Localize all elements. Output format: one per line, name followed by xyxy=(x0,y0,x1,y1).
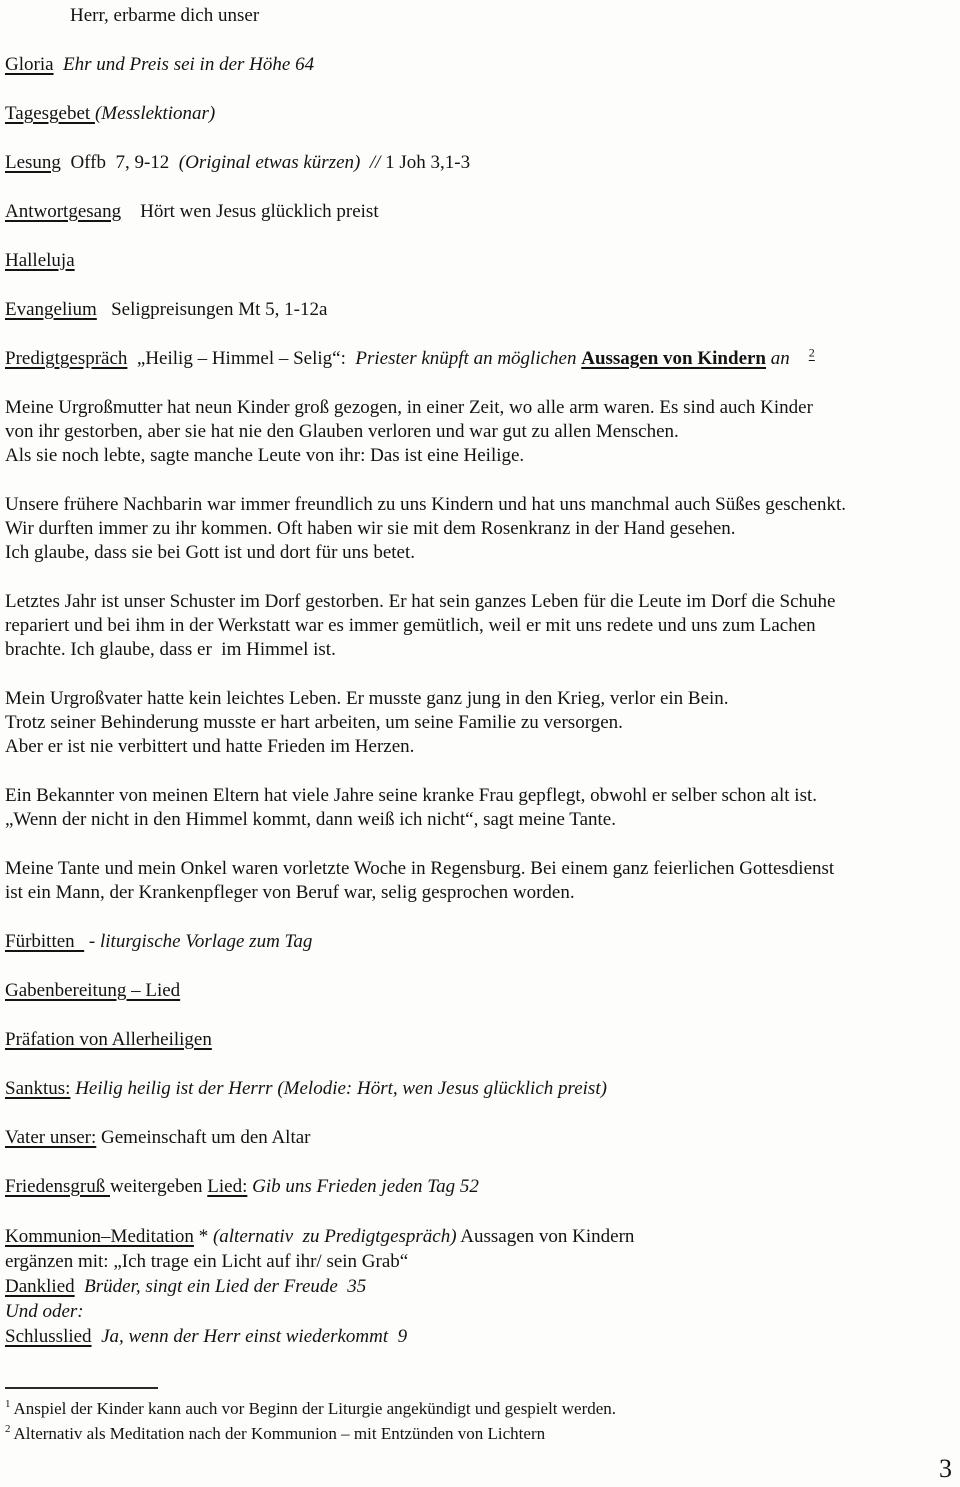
text-segment: (Messlektionar) xyxy=(94,103,216,124)
block-para-regensburg xyxy=(5,857,956,905)
text-segment: Gloria xyxy=(5,54,54,75)
text-segment: Priester knüpft an möglichen xyxy=(355,348,582,369)
text-segment: Seligpreisungen Mt 5, 1-12a xyxy=(96,299,328,320)
block-und-oder xyxy=(5,1299,956,1324)
text-segment: Mein Urgroßvater hatte kein leichtes Leben. Er musste ganz jung in den Krieg, verlor ein Bein. xyxy=(5,688,729,709)
text-segment: Aber er ist nie verbittert und hatte Frieden im Herzen. xyxy=(5,736,415,757)
text-segment: Trotz seiner Behinderung musste er hart arbeiten, um seine Familie zu versorgen. xyxy=(5,712,623,733)
text-segment: Predigtgespräch xyxy=(5,348,128,369)
text-line xyxy=(70,4,956,28)
text-line xyxy=(5,590,956,614)
text-line xyxy=(5,493,956,517)
text-segment: Unsere frühere Nachbarin war immer freundlich zu uns Kindern und hat uns manchmal auch Süßes geschenkt. xyxy=(5,494,847,515)
text-segment: (Original etwas kürzen) // xyxy=(178,152,381,173)
text-segment: ist ein Mann, der Krankenpfleger von Beruf war, selig gesprochen worden. xyxy=(5,882,575,903)
text-segment: „Heilig – Himmel – Selig“: xyxy=(127,348,356,369)
text-segment: Friedensgruß xyxy=(5,1176,111,1197)
text-segment: repariert und bei ihm in der Werkstatt war es immer gemütlich, weil er mit uns redete und uns zum Lachen xyxy=(5,615,816,636)
text-line xyxy=(5,1274,956,1299)
text-segment: - liturgische Vorlage zum Tag xyxy=(84,931,313,952)
text-segment: Fürbitten xyxy=(5,931,85,952)
text-line xyxy=(5,1299,956,1324)
text-segment: brachte. Ich glaube, dass er im Himmel ist. xyxy=(5,639,336,660)
text-line xyxy=(5,517,956,541)
text-line xyxy=(5,930,956,954)
block-lesung xyxy=(5,151,956,175)
text-line xyxy=(5,1175,956,1199)
text-line xyxy=(5,1028,956,1052)
block-gabenbereitung xyxy=(5,979,956,1003)
text-line xyxy=(5,881,956,905)
text-line xyxy=(5,857,956,881)
block-para-urgrossmutter xyxy=(5,396,956,468)
text-segment: 1 Joh 3,1-3 xyxy=(380,152,471,173)
text-line xyxy=(5,1224,956,1249)
text-segment: Tagesgebet xyxy=(5,103,95,124)
text-segment: Lesung xyxy=(5,152,61,173)
block-sanktus xyxy=(5,1077,956,1101)
text-line xyxy=(5,1077,956,1101)
text-segment: Herr, erbarme dich unser xyxy=(70,5,260,26)
block-antwortgesang xyxy=(5,200,956,224)
block-halleluja xyxy=(5,249,956,273)
text-line xyxy=(5,151,956,175)
text-segment: Evangelium xyxy=(5,299,97,320)
text-line xyxy=(5,200,956,224)
text-line xyxy=(5,808,956,832)
block-friedensgruss xyxy=(5,1175,956,1199)
text-line xyxy=(5,735,956,759)
text-line xyxy=(5,1324,956,1349)
text-segment: Kommunion–Meditation xyxy=(5,1226,194,1247)
footnote-1-marker: 1 xyxy=(5,1398,11,1411)
block-gloria xyxy=(5,53,956,77)
text-line xyxy=(5,102,956,126)
text-segment: Letztes Jahr ist unser Schuster im Dorf gestorben. Er hat sein ganzes Leben für die Leute im Dorf die Schuhe xyxy=(5,591,836,612)
text-segment: (alternativ zu Predigtgespräch) xyxy=(212,1226,457,1247)
block-fuerbitten xyxy=(5,930,956,954)
text-segment: Heilig heilig ist der Herrr (Melodie: Hört, wen Jesus glücklich preist) xyxy=(75,1078,607,1099)
text-line xyxy=(5,444,956,468)
text-segment: an xyxy=(766,348,790,369)
block-para-urgrossvater xyxy=(5,687,956,759)
text-segment xyxy=(54,54,64,75)
text-segment: Ein Bekannter von meinen Eltern hat viele Jahre seine kranke Frau gepflegt, obwohl er selber schon alt ist. xyxy=(5,785,817,806)
text-line xyxy=(5,1249,956,1274)
text-segment: Schlusslied xyxy=(5,1326,92,1347)
text-segment: Gabenbereitung – Lied xyxy=(5,980,181,1001)
text-line xyxy=(5,53,956,77)
text-segment: Antwortgesang xyxy=(5,201,122,222)
text-segment: Meine Tante und mein Onkel waren vorletzte Woche in Regensburg. Bei einem ganz feierlichen Gottesdienst xyxy=(5,858,835,879)
text-segment: Ich glaube, dass sie bei Gott ist und dort für uns betet. xyxy=(5,542,416,563)
text-segment: Hört wen Jesus glücklich preist xyxy=(121,201,379,222)
text-line xyxy=(5,638,956,662)
text-segment: von ihr gestorben, aber sie hat nie den Glauben verloren und war gut zu allen Menschen. xyxy=(5,421,679,442)
footnote-separator-rule xyxy=(5,1387,158,1389)
text-line xyxy=(5,298,956,322)
block-para-schuster xyxy=(5,590,956,662)
text-line xyxy=(5,687,956,711)
text-line xyxy=(5,420,956,444)
text-line xyxy=(5,1126,956,1150)
block-schlusslied xyxy=(5,1324,956,1349)
text-segment: Gib uns Frieden jeden Tag 52 xyxy=(252,1176,479,1197)
block-praefation xyxy=(5,1028,956,1052)
footnote-2-text: Alternativ als Meditation nach der Kommunion – mit Entzünden von Lichtern xyxy=(13,1424,546,1443)
text-line xyxy=(5,347,956,371)
text-segment: Gemeinschaft um den Altar xyxy=(96,1127,311,1148)
block-predigtgespraech xyxy=(5,347,956,371)
text-segment: Aussagen von Kindern xyxy=(456,1226,635,1247)
text-segment: Lied: xyxy=(207,1176,248,1197)
text-line xyxy=(5,249,956,273)
text-segment: Offb 7, 9-12 xyxy=(60,152,179,173)
text-line xyxy=(5,614,956,638)
text-segment: Vater unser: xyxy=(5,1127,97,1148)
text-segment: Wir durften immer zu ihr kommen. Oft haben wir sie mit dem Rosenkranz in der Hand gesehen. xyxy=(5,518,736,539)
text-line xyxy=(5,784,956,808)
footnote-2-marker: 2 xyxy=(5,1423,11,1436)
text-line xyxy=(5,541,956,565)
text-segment: weitergeben xyxy=(110,1176,208,1197)
text-segment: Ja, wenn der Herr einst wiederkommt 9 xyxy=(101,1326,408,1347)
block-ergaenzen xyxy=(5,1249,956,1274)
footnote-area xyxy=(5,1387,956,1446)
text-line xyxy=(5,396,956,420)
block-tagesgebet xyxy=(5,102,956,126)
text-segment xyxy=(75,1276,85,1297)
text-segment: 2 xyxy=(808,345,815,360)
text-line xyxy=(5,979,956,1003)
footnote-2 xyxy=(5,1421,956,1446)
block-danklied xyxy=(5,1274,956,1299)
text-segment: Ehr und Preis sei in der Höhe 64 xyxy=(63,54,315,75)
footnote-1 xyxy=(5,1396,956,1421)
block-evangelium xyxy=(5,298,956,322)
text-segment xyxy=(92,1326,102,1347)
block-kommunion xyxy=(5,1224,956,1249)
text-segment: Danklied xyxy=(5,1276,75,1297)
text-segment: Aussagen von Kindern xyxy=(581,348,767,369)
text-segment: * xyxy=(193,1226,213,1247)
text-segment xyxy=(790,348,809,369)
block-vater-unser xyxy=(5,1126,956,1150)
text-segment: Präfation von Allerheiligen xyxy=(5,1029,212,1050)
text-segment: Sanktus: xyxy=(5,1078,71,1099)
text-segment: Brüder, singt ein Lied der Freude 35 xyxy=(84,1276,367,1297)
text-segment: Und oder: xyxy=(5,1301,84,1322)
page-number: 3 xyxy=(939,1454,952,1483)
text-segment: Halleluja xyxy=(5,250,75,271)
block-para-nachbarin xyxy=(5,493,956,565)
footnote-1-text: Anspiel der Kinder kann auch vor Beginn der Liturgie angekündigt und gespielt werden. xyxy=(13,1399,617,1418)
text-segment: ergänzen mit: „Ich trage ein Licht auf ihr/ sein Grab“ xyxy=(5,1251,409,1272)
text-segment: Meine Urgroßmutter hat neun Kinder groß gezogen, in einer Zeit, wo alle arm waren. Es sind auch Kinder xyxy=(5,397,813,418)
document-body xyxy=(5,4,956,1349)
block-kyrie-response xyxy=(70,4,956,28)
block-para-bekannter xyxy=(5,784,956,832)
text-segment: Als sie noch lebte, sagte manche Leute von ihr: Das ist eine Heilige. xyxy=(5,445,525,466)
text-line xyxy=(5,711,956,735)
text-segment: „Wenn der nicht in den Himmel kommt, dann weiß ich nicht“, sagt meine Tante. xyxy=(5,809,616,830)
